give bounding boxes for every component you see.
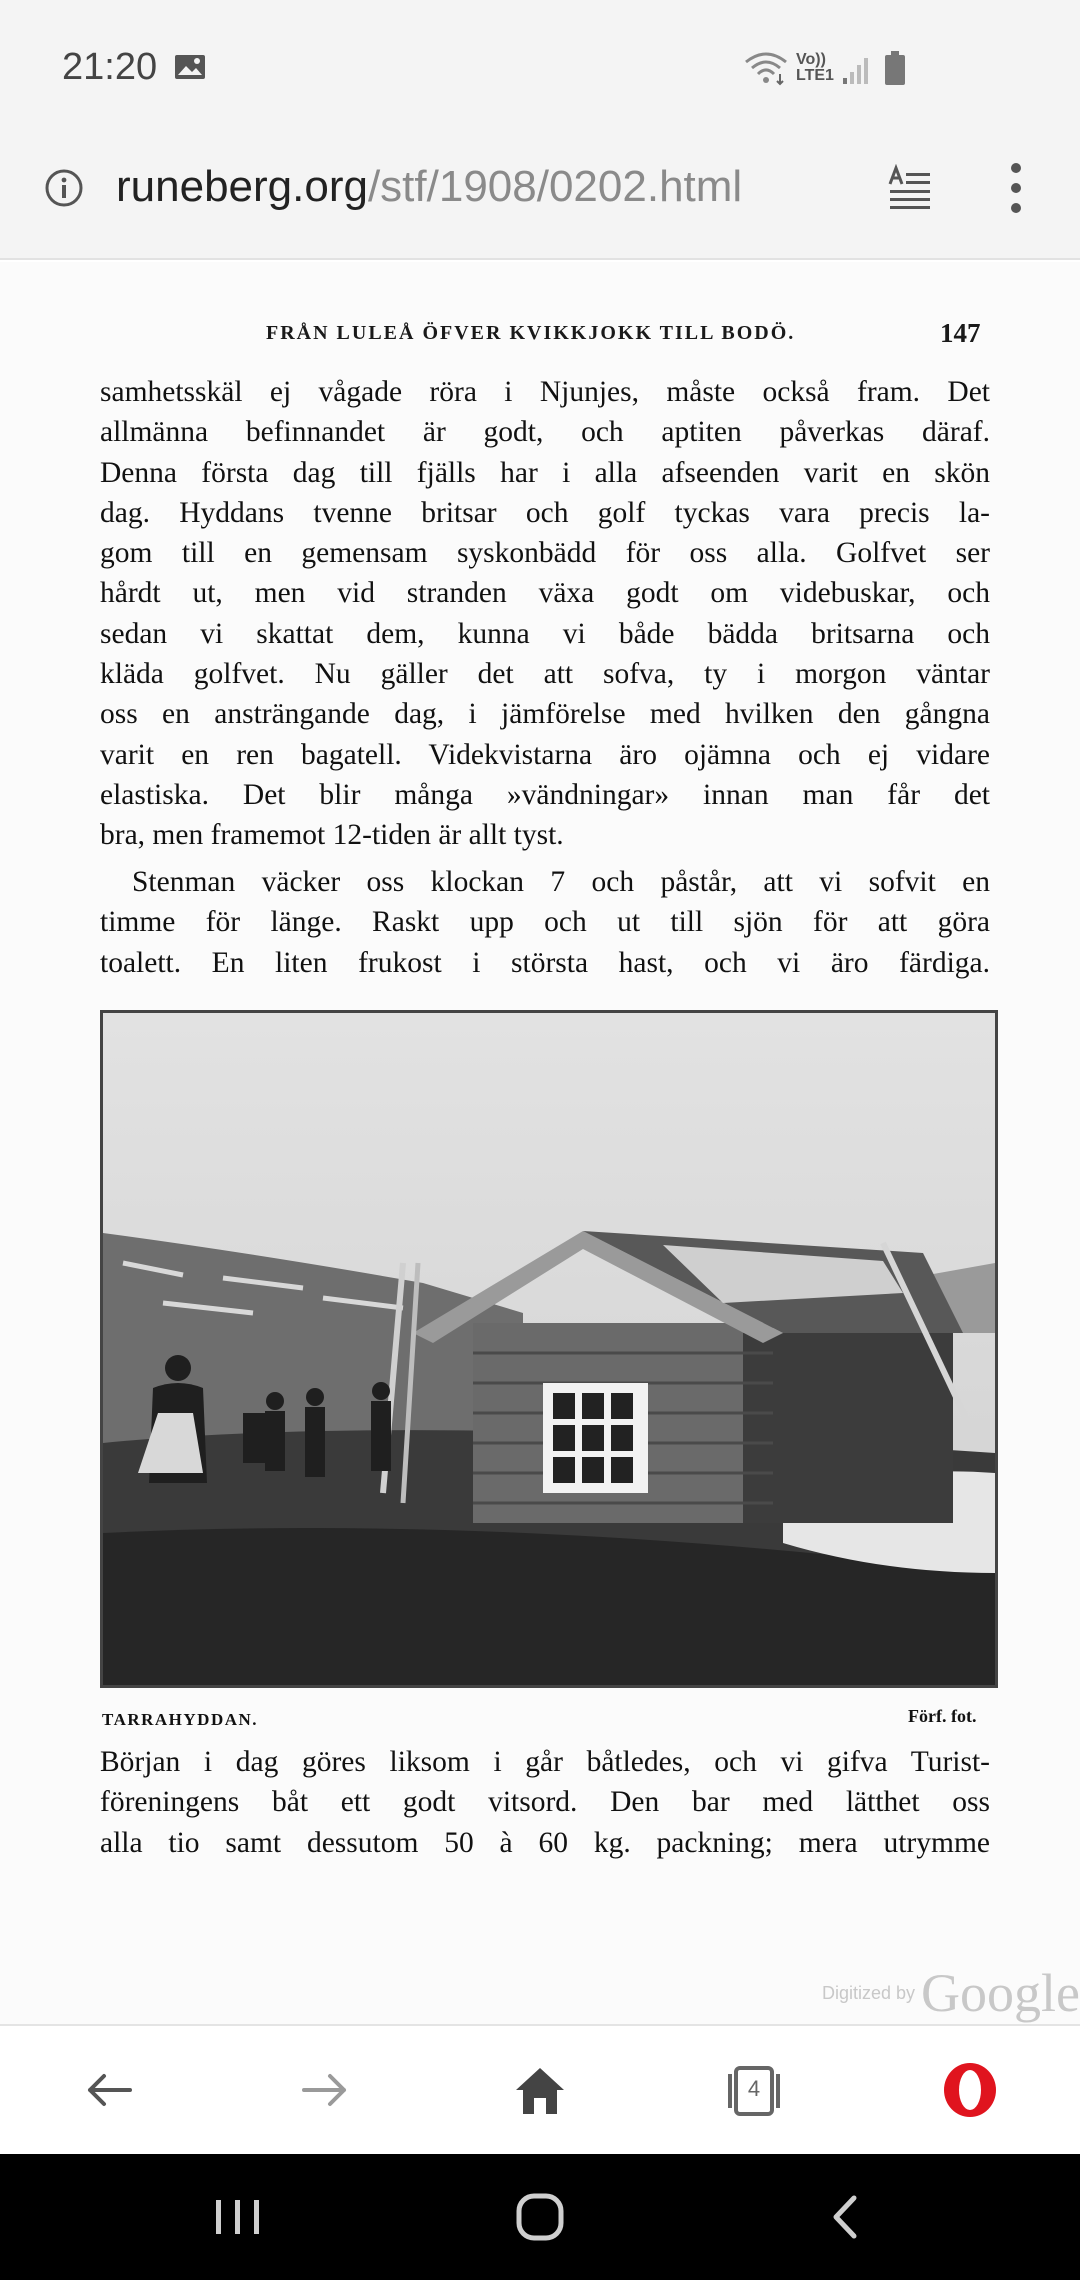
battery-icon — [884, 50, 906, 86]
running-head: FRÅN LULEÅ ÖFVER KVIKKJOKK TILL BODÖ. — [266, 322, 796, 344]
digitized-by-label: Digitized by — [822, 1982, 916, 2003]
opera-logo-icon[interactable] — [940, 2060, 1000, 2120]
page-content[interactable] — [0, 262, 1080, 2024]
text-line: allmänna befinnandet är godt, och aptiten påverkas däraf. — [100, 416, 990, 449]
url-path: /stf/1908/0202.html — [367, 162, 743, 211]
text-line: föreningens båt ett godt vitsord. Den bar med lätthet oss — [100, 1786, 990, 1819]
text-line: Denna första dag till fjälls har i alla afseenden varit en skön — [100, 456, 990, 489]
text-line: kläda golfvet. Nu gäller det att sofva, ty i morgon väntar — [100, 658, 990, 691]
reader-mode-icon[interactable] — [886, 164, 934, 212]
wifi-icon — [744, 50, 788, 86]
recents-icon[interactable] — [210, 2192, 266, 2242]
arrow-left-icon[interactable] — [80, 2060, 140, 2120]
info-icon[interactable] — [44, 168, 84, 208]
url-domain: runeberg.org — [116, 162, 368, 211]
chevron-left-icon[interactable] — [818, 2192, 874, 2242]
status-time: 21:20 — [62, 46, 158, 88]
volte-label: Vo)) — [796, 51, 826, 68]
text-line: dag. Hyddans tvenne britsar och golf tyckas vara precis la- — [100, 496, 990, 529]
page-number: 147 — [940, 318, 981, 348]
gallery-icon — [174, 54, 206, 80]
photo-tarrahyddan — [100, 1010, 998, 1688]
more-vertical-icon[interactable] — [1010, 162, 1022, 214]
home-circle-icon[interactable] — [512, 2192, 568, 2242]
tabs-count: 4 — [747, 2076, 761, 2101]
text-line: varit en ren bagatell. Videkvistarna äro ojämna och ej vidare — [100, 738, 990, 771]
text-line: alla tio samt dessutom 50 à 60 kg. packning; mera utrymme — [100, 1826, 990, 1859]
arrow-right-icon[interactable] — [294, 2060, 354, 2120]
tabs-button[interactable] — [724, 2060, 784, 2120]
address-bar — [0, 128, 1080, 260]
paragraph-3 — [100, 1742, 990, 1863]
signal-icon — [842, 52, 872, 84]
text-line: Början i dag göres liksom i går båtledes, och vi gifva Turist- — [100, 1746, 990, 1778]
photo-credit: Förf. fot. — [908, 1706, 977, 1726]
lte-label — [796, 52, 834, 84]
cabin-photo-illustration — [103, 1013, 995, 1685]
google-watermark — [822, 1962, 1080, 2024]
google-logo-text: Google — [921, 1963, 1080, 2023]
lte1-label: LTE1 — [796, 67, 834, 84]
paragraph-2 — [100, 862, 990, 983]
browser-toolbar — [0, 2024, 1080, 2154]
text-line: timme för länge. Raskt upp och ut till sjön för att göra — [100, 906, 990, 939]
text-line: sedan vi skattat dem, kunna vi både bädda britsarna och — [100, 617, 990, 650]
photo-caption: TARRAHYDDAN. — [102, 1710, 259, 1729]
text-line: gom till en gemensam syskonbädd för oss alla. Golfvet ser — [100, 537, 990, 570]
text-line: Stenman väcker oss klockan 7 och påstår, att vi sofvit en — [132, 866, 990, 898]
status-bar — [0, 0, 1080, 128]
text-line: hårdt ut, men vid stranden växa godt om videbuskar, och — [100, 577, 990, 610]
text-line: bra, men framemot 12-tiden är allt tyst. — [100, 819, 564, 852]
text-line: toalett. En liten frukost i största hast, och vi äro färdiga. — [100, 946, 990, 979]
text-line: samhetsskäl ej vågade röra i Njunjes, måste också fram. Det — [100, 376, 990, 408]
url-field[interactable] — [116, 162, 742, 212]
text-line: elastiska. Det blir många »vändningar» innan man får det — [100, 778, 990, 811]
home-icon[interactable] — [510, 2060, 570, 2120]
paragraph-1 — [100, 372, 990, 856]
system-nav-bar — [0, 2154, 1080, 2280]
text-line: oss en ansträngande dag, i jämförelse med hvilken den gångna — [100, 698, 990, 731]
